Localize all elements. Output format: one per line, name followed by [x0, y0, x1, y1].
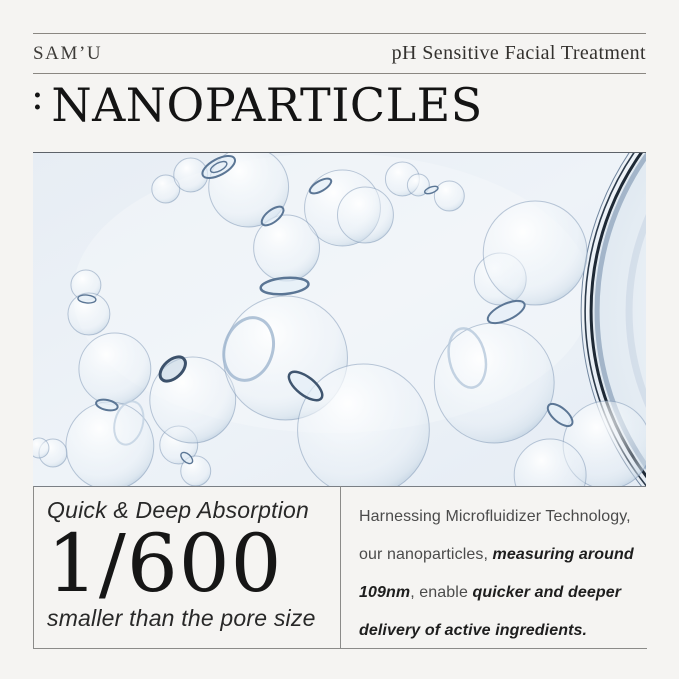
nanoparticles-photo — [33, 152, 646, 487]
absorption-panel — [34, 486, 341, 648]
info-panels — [33, 486, 647, 649]
ratio-value: 1/600 — [47, 517, 283, 610]
description-line-2: our nanoparticles, measuring around — [359, 546, 634, 563]
product-name: pH Sensitive Facial Treatment — [391, 42, 646, 64]
ratio-caption: smaller than the pore size — [47, 605, 316, 632]
description-line-1: Harnessing Microfluidizer Technology, — [359, 508, 631, 525]
title-text: NANOPARTICLES — [51, 78, 483, 132]
description-line-3: 109nm, enable quicker and deeper — [359, 584, 622, 601]
description-panel — [341, 486, 647, 648]
absorption-headline: Quick & Deep Absorption — [47, 497, 309, 523]
description-line-4: delivery of active ingredients. — [359, 622, 588, 639]
header — [33, 33, 646, 74]
description-text — [359, 498, 639, 650]
brand-name: SAM’U — [33, 42, 103, 64]
page-title — [31, 74, 483, 132]
title-colon: : — [31, 74, 45, 118]
